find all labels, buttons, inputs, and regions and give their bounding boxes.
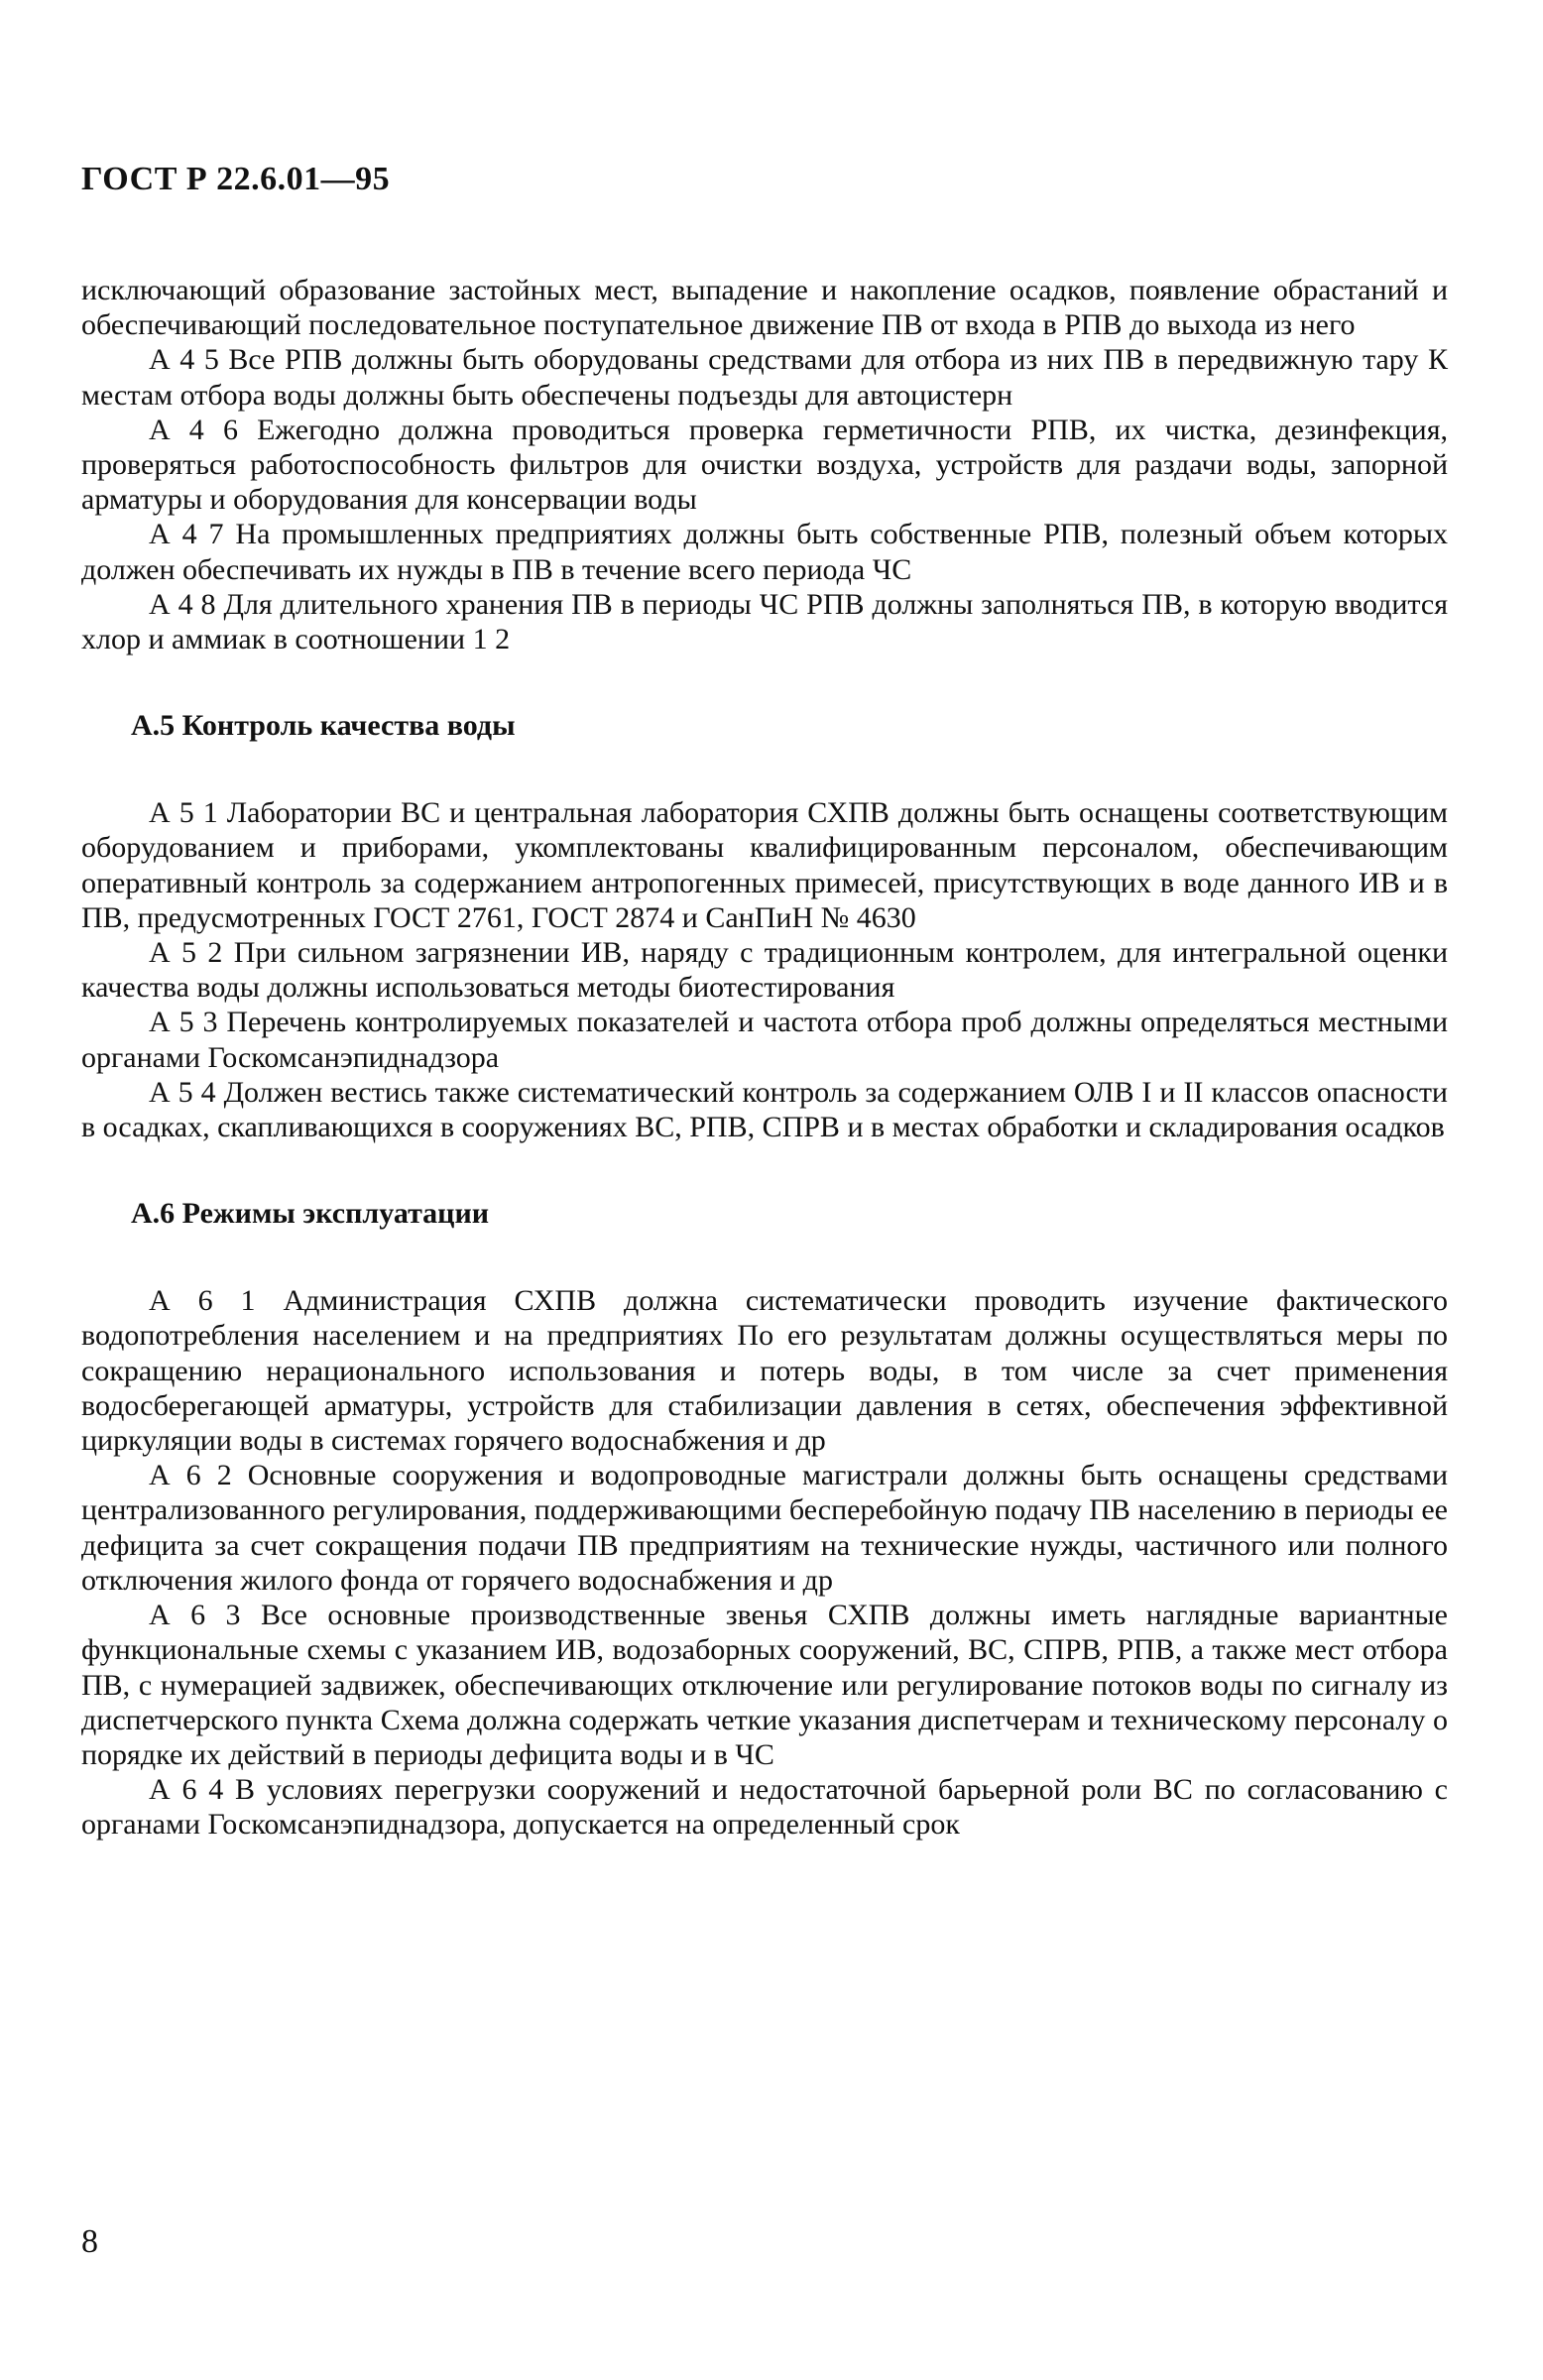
paragraph: А 6 1 Администрация СХПВ должна систематически проводить изучение фактического водопотребления населением и на предприятиях По его результатам должны осуществляться меры по сокращению нерационального использования и потерь воды, в том числе за счет применения водосберегающей арматуры, устройств для стабилизации давления в сетях, обеспечения эффективной циркуляции воды в системах горячего водоснабжения и др xyxy=(81,1284,1448,1458)
paragraph: А 6 2 Основные сооружения и водопроводные магистрали должны быть оснащены средствами централизованного регулирования, поддерживающими бесперебойную подачу ПВ населению в периоды ее дефицита за счет сокращения подачи ПВ предприятиям на технические нужды, частичного или полного отключения жилого фонда от горячего водоснабжения и др xyxy=(81,1459,1448,1597)
paragraph: исключающий образование застойных мест, выпадение и накопление осадков, появление обрастаний и обеспечивающий последовательное поступательное движение ПВ от входа в РПВ до выхода из него xyxy=(81,274,1448,342)
paragraph: А 6 3 Все основные производственные звенья СХПВ должны иметь наглядные вариантные функциональные схемы с указанием ИВ, водозаборных сооружений, ВС, СПРВ, РПВ, а также мест отбора ПВ, с нумерацией задвижек, обеспечивающих отключение или регулирование потоков воды по сигналу из диспетчерского пункта Схема должна содержать четкие указания диспетчерам и техническому персоналу о порядке их действий в периоды дефицита воды и в ЧС xyxy=(81,1599,1448,1771)
paragraph: А 5 3 Перечень контролируемых показателей и частота отбора проб должны определяться местными органами Госкомсанэпиднадзора xyxy=(81,1006,1448,1074)
page-number: 8 xyxy=(81,2223,98,2260)
paragraph: А 5 4 Должен вестись также систематический контроль за содержанием ОЛВ I и II классов опасности в осадках, скапливающихся в сооружениях ВС, РПВ, СПРВ и в местах обработки и складирования осадков xyxy=(81,1075,1448,1144)
document-body xyxy=(81,273,1448,1843)
paragraph: А 4 8 Для длительного хранения ПВ в периоды ЧС РПВ должны заполняться ПВ, в которую вводится хлор и аммиак в соотношении 1 2 xyxy=(81,587,1448,656)
section-title-a6: А.6 Режимы эксплуатации xyxy=(131,1197,490,1231)
section-title-a5: А.5 Контроль качества воды xyxy=(131,709,516,743)
paragraph: А 5 2 При сильном загрязнении ИВ, наряду с традиционным контролем, для интегральной оценки качества воды должны использоваться методы биотестирования xyxy=(81,936,1448,1005)
paragraph: А 6 4 В условиях перегрузки сооружений и недостаточной барьерной роли ВС по согласованию с органами Госкомсанэпиднадзора, допускается на определенный срок xyxy=(81,1773,1448,1842)
page-header: ГОСТ Р 22.6.01—95 xyxy=(81,161,391,197)
paragraph: А 4 6 Ежегодно должна проводиться проверка герметичности РПВ, их чистка, дезинфекция, проверяться работоспособность фильтров для очистки воздуха, устройств для раздачи воды, запорной арматуры и оборудования для консервации воды xyxy=(81,413,1448,517)
paragraph: А 4 5 Все РПВ должны быть оборудованы средствами для отбора из них ПВ в передвижную тару К местам отбора воды должны быть обеспечены подъезды для автоцистерн xyxy=(81,343,1448,412)
paragraph: А 5 1 Лаборатории ВС и центральная лаборатория СХПВ должны быть оснащены соответствующим оборудованием и приборами, укомплектованы квалифицированным персоналом, обеспечивающим оперативный контроль за содержанием антропогенных примесей, присутствующих в воде данного ИВ и в ПВ, предусмотренных ГОСТ 2761, ГОСТ 2874 и СанПиН № 4630 xyxy=(81,796,1448,934)
paragraph: А 4 7 На промышленных предприятиях должны быть собственные РПВ, полезный объем которых должен обеспечивать их нужды в ПВ в течение всего периода ЧС xyxy=(81,518,1448,586)
